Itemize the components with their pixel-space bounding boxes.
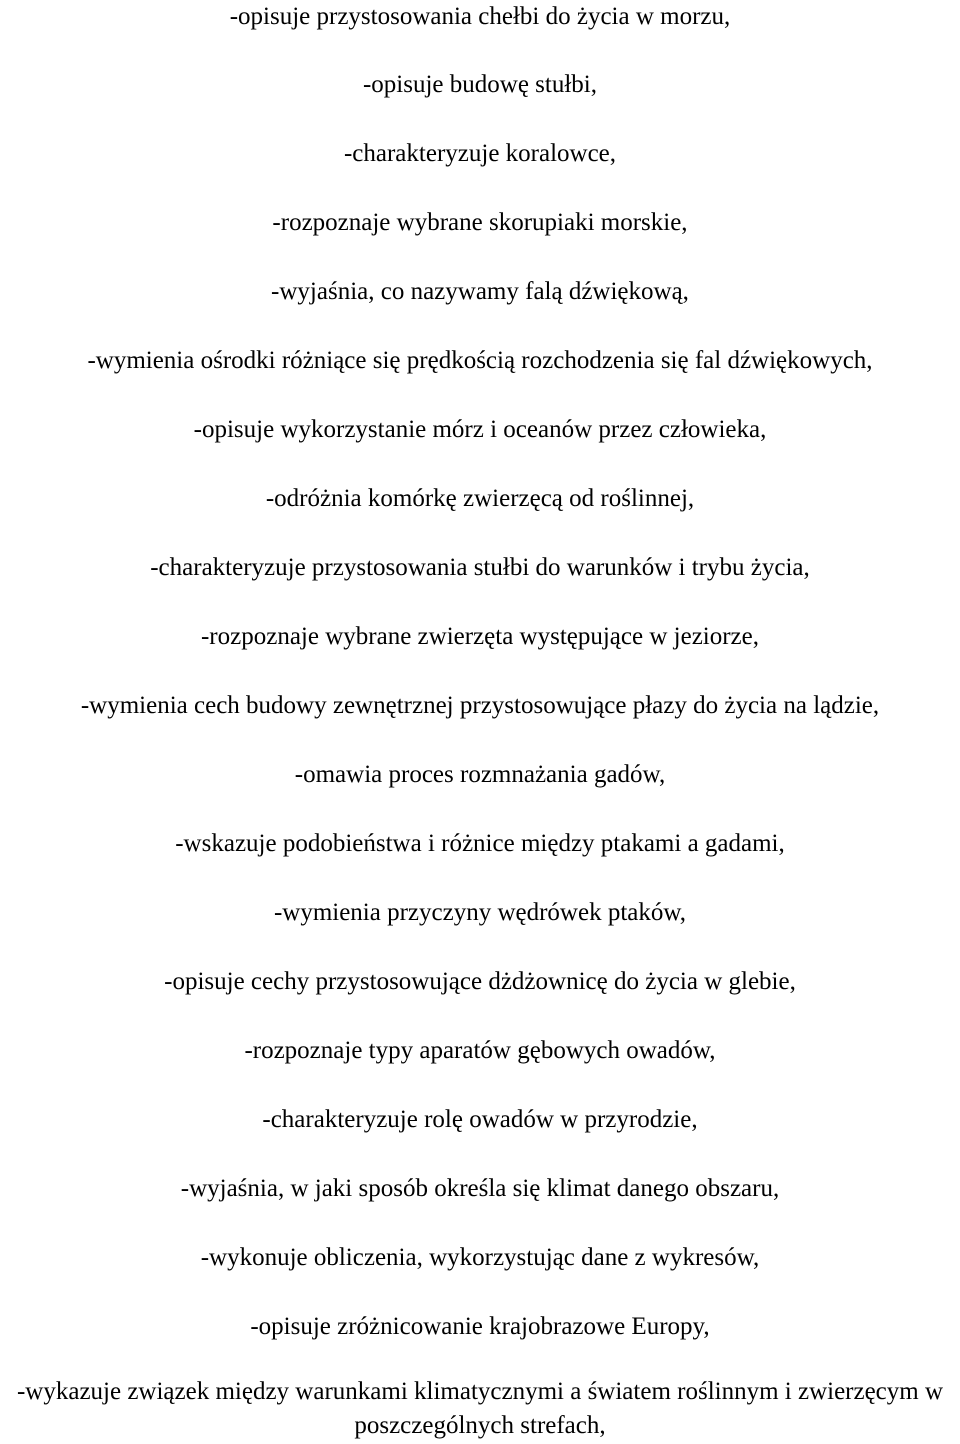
text-line: -opisuje cechy przystosowujące dżdżownicę do życia w glebie, [164,968,796,995]
text-line: -charakteryzuje przystosowania stułbi do warunków i trybu życia, [150,554,810,581]
text-line: -opisuje wykorzystanie mórz i oceanów przez człowieka, [193,416,767,443]
text-line: -omawia proces rozmnażania gadów, [294,761,666,788]
text-line: -wskazuje podobieństwa i różnice między ptakami a gadami, [175,830,785,857]
text-line: -wykonuje obliczenia, wykorzystując dane z wykresów, [200,1244,760,1271]
text-line: -wykazuje związek między warunkami klimatycznymi a światem roślinnym i zwierzęcym w poszczególnych strefach, [16,1378,944,1439]
text-line: -odróżnia komórkę zwierzęcą od roślinnej, [265,485,695,512]
text-line: -opisuje przystosowania chełbi do życia w morzu, [229,3,731,30]
text-line: -charakteryzuje rolę owadów w przyrodzie, [262,1106,698,1133]
text-line: -wymienia przyczyny wędrówek ptaków, [273,899,687,926]
text-line: -rozpoznaje typy aparatów gębowych owadów, [244,1037,716,1064]
text-line: -charakteryzuje koralowce, [343,140,617,167]
text-line: -wyjaśnia, co nazywamy falą dźwiękową, [271,278,689,305]
text-line: -rozpoznaje wybrane zwierzęta występujące w jeziorze, [200,623,760,650]
text-line: -opisuje zróżnicowanie krajobrazowe Europy, [250,1313,710,1340]
text-line: -wymienia cech budowy zewnętrznej przystosowujące płazy do życia na lądzie, [80,692,880,719]
text-line: -opisuje budowę stułbi, [362,71,597,98]
text-line: -rozpoznaje wybrane skorupiaki morskie, [272,209,688,236]
text-line: -wyjaśnia, w jaki sposób określa się klimat danego obszaru, [180,1175,780,1202]
text-line: -wymienia ośrodki różniące się prędkością rozchodzenia się fal dźwiękowych, [87,347,873,374]
